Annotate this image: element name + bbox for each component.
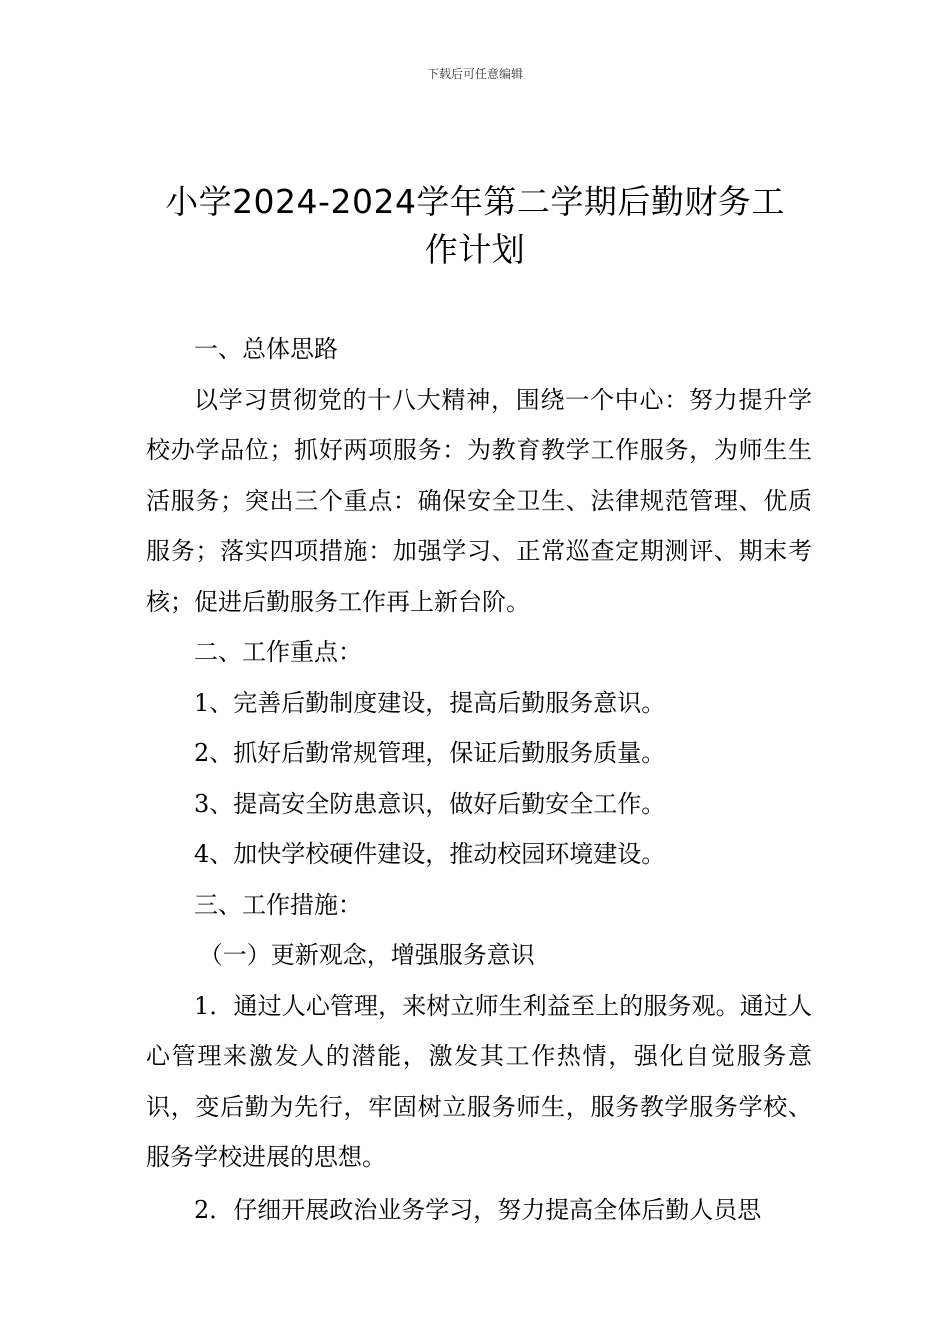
list-item-focus-2: 2、抓好后勤常规管理，保证后勤服务质量。 — [194, 739, 666, 767]
list-item-focus-4: 4、加快学校硬件建设，推动校园环境建设。 — [194, 840, 666, 868]
paragraph-measure-2: 2．仔细开展政治业务学习，努力提高全体后勤人员思 — [194, 1195, 762, 1224]
paragraph-overall-approach: 以学习贯彻党的十八大精神，围绕一个中心：努力提升学校办学品位；抓好两项服务：为教育教学工作服务，为师生生活服务；突出三个重点：确保安全卫生、法律规范管理、优质服务；落实四项措施：加强学习、正常巡查定期测评、期末考核；促进后勤服务工作再上新台阶。 — [146, 385, 812, 616]
document-title: 小学2024-2024学年第二学期后勤财务工作计划 — [165, 182, 785, 269]
subsection-heading-update-concepts: （一）更新观念，增强服务意识 — [198, 941, 535, 969]
section-heading-overall-approach: 一、总体思路 — [194, 335, 338, 363]
list-item-focus-1: 1、完善后勤制度建设，提高后勤服务意识。 — [194, 688, 666, 717]
paragraph-measure-1: 1．通过人心管理，来树立师生利益至上的服务观。通过人心管理来激发人的潜能，激发其工作热情，强化自觉服务意识，变后勤为先行，牢固树立服务师生，服务教学服务学校、服务学校进展的思想。 — [146, 991, 812, 1171]
section-heading-work-measures: 三、工作措施： — [194, 890, 362, 919]
header-note: 下载后可任意编辑 — [426, 67, 523, 81]
section-heading-work-focus: 二、工作重点： — [194, 638, 362, 666]
document-body — [146, 324, 812, 1235]
list-item-focus-3: 3、提高安全防患意识，做好后勤安全工作。 — [194, 789, 666, 818]
